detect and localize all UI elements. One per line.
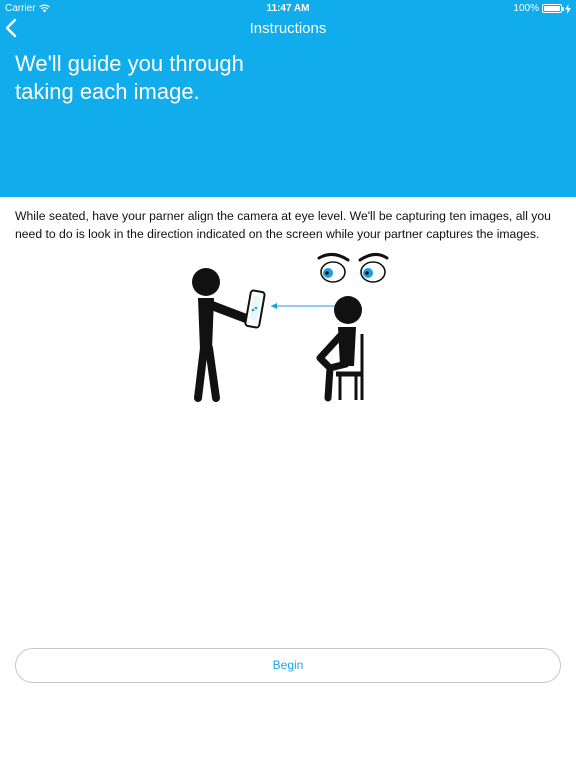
navigation-bar: [0, 18, 576, 40]
standing-partner-figure: [192, 268, 250, 398]
hero-title: [15, 50, 415, 106]
status-time: 11:47 AM: [266, 3, 310, 14]
nav-title: Instructions: [249, 20, 327, 37]
battery-icon: [542, 4, 562, 13]
carrier-label: Carrier: [5, 3, 36, 14]
charging-bolt-icon: [565, 4, 571, 14]
status-right: [513, 3, 571, 14]
begin-button[interactable]: Begin: [15, 648, 561, 683]
header-banner: [0, 0, 576, 197]
instructions-text: While seated, have your parner align the camera at eye level. We'll be capturing ten images, all you need to do is look in the direction indicated on the screen while your partner captures the images.: [15, 209, 551, 241]
battery-percent: 100%: [513, 3, 539, 14]
phone-icon: [245, 290, 265, 328]
status-bar: [0, 0, 576, 18]
sightline-arrow: [271, 303, 340, 309]
illustration-camera-setup: [180, 252, 400, 404]
hero-title-line-2: taking each image.: [15, 79, 200, 104]
eyes-icon: [319, 254, 387, 282]
hero-title-line-1: We'll guide you through: [15, 51, 244, 76]
